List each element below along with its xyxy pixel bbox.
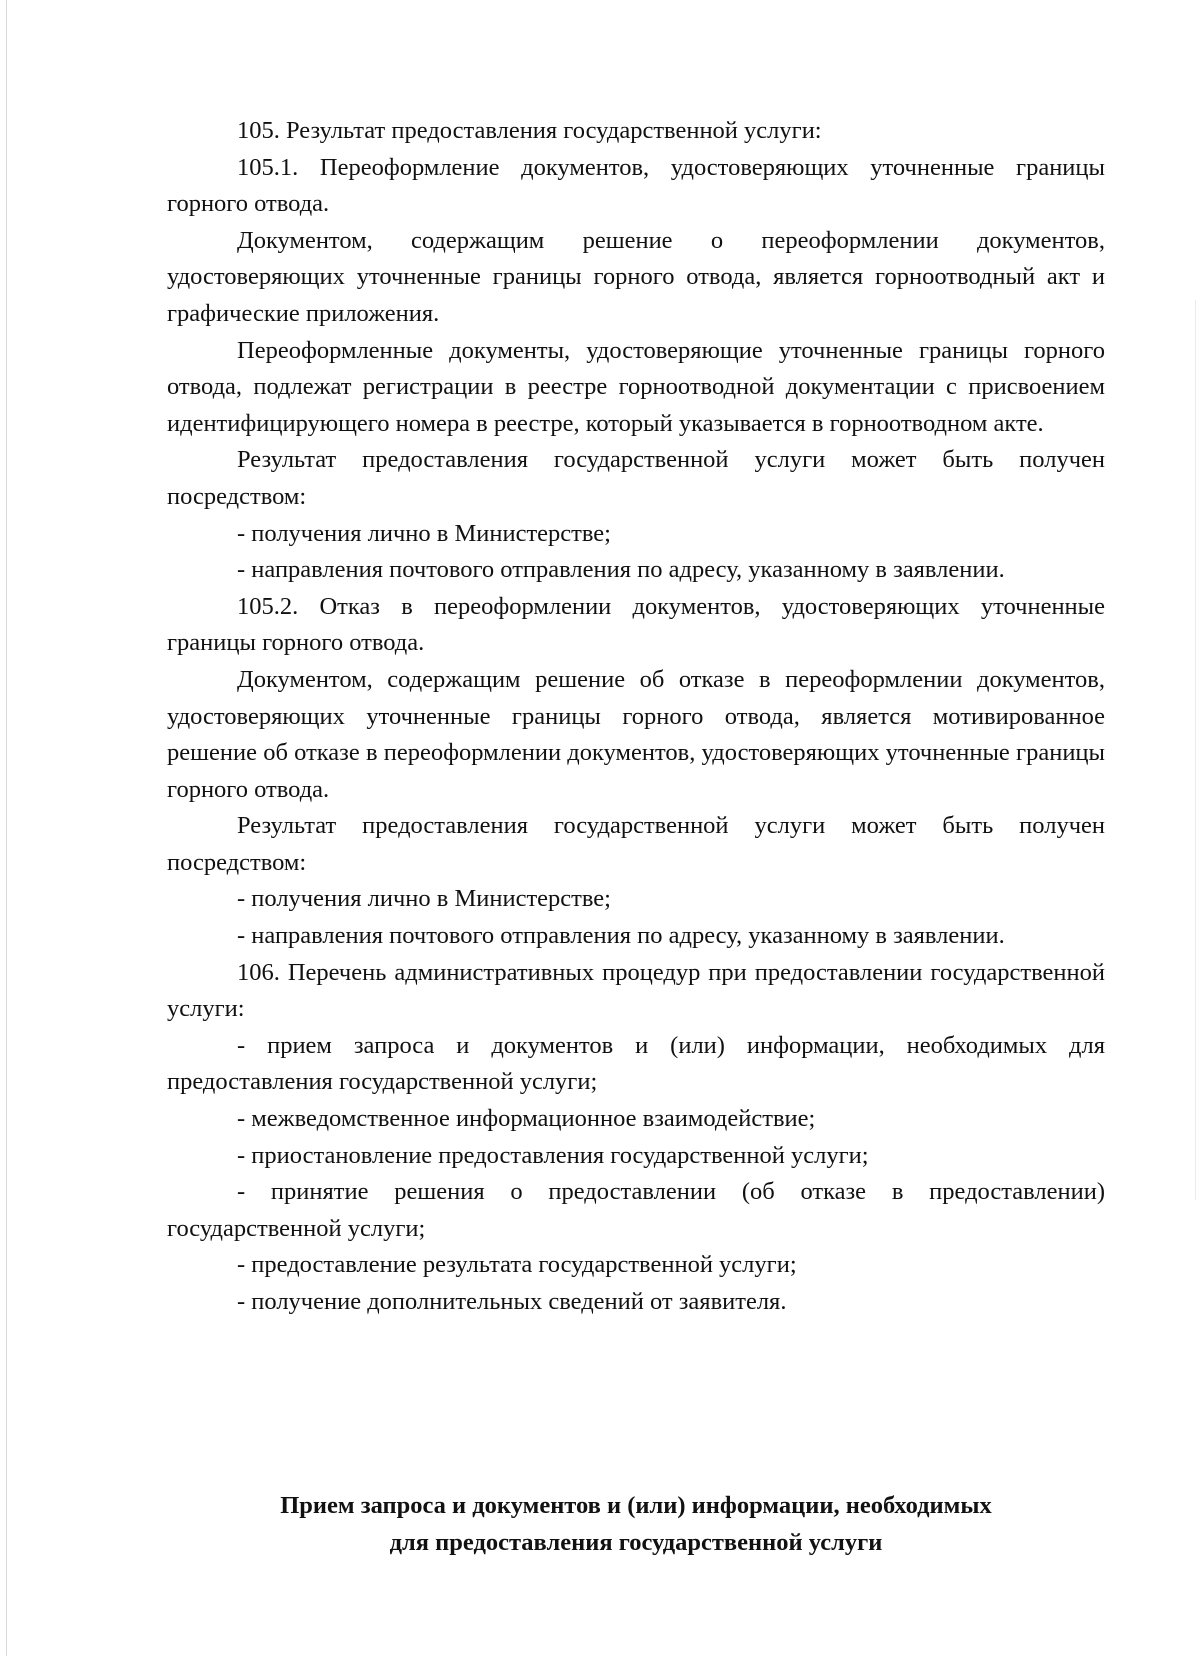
paragraph-105-2-result: Результат предоставления государственной услуги может быть получен посредством: bbox=[167, 812, 1105, 876]
list-item-in-person: - получения лично в Министерстве; bbox=[237, 519, 611, 547]
paragraph-105: 105. Результат предоставления государственной услуги: bbox=[237, 117, 822, 144]
list-item-in-person: - получения лично в Министерстве; bbox=[237, 885, 611, 913]
list-item-procedure: - приостановление предоставления государственной услуги; bbox=[237, 1141, 869, 1169]
document-body bbox=[167, 113, 1105, 1321]
list-item-procedure: - межведомственное информационное взаимодействие; bbox=[237, 1105, 816, 1133]
paragraph-105-1-result: Результат предоставления государственной услуги может быть получен посредством: bbox=[167, 446, 1105, 510]
paragraph-105-1-document: Документом, содержащим решение о переоформлении документов, удостоверяющих уточненные границы горного отвода, является горноотводный акт и графические приложения. bbox=[167, 226, 1105, 327]
section-heading-line-1: Прием запроса и документов и (или) информации, необходимых bbox=[280, 1492, 992, 1519]
paragraph-105-2-document: Документом, содержащим решение об отказе в переоформлении документов, удостоверяющих уточненные границы горного отвода, является мотивированное решение об отказе в переоформлении документов, удостоверяющих уточненные границы горного отвода. bbox=[167, 665, 1105, 803]
list-item-by-mail: - направления почтового отправления по адресу, указанному в заявлении. bbox=[237, 556, 1005, 584]
list-item-procedure: - получение дополнительных сведений от заявителя. bbox=[237, 1288, 787, 1315]
paragraph-105-1-registration: Переоформленные документы, удостоверяющие уточненные границы горного отвода, подлежат регистрации в реестре горноотводной документации с присвоением идентифицирующего номера в реестре, который указывается в горноотводном акте. bbox=[167, 336, 1105, 437]
list-item-procedure: - предоставление результата государственной услуги; bbox=[237, 1251, 797, 1279]
scan-edge-line bbox=[6, 0, 7, 1656]
scan-edge-line-right bbox=[1195, 300, 1196, 1200]
section-heading-line-2: для предоставления государственной услуги bbox=[389, 1528, 883, 1556]
paragraph-105-1: 105.1. Переоформление документов, удостоверяющих уточненные границы горного отвода. bbox=[167, 153, 1105, 218]
list-item-procedure: - принятие решения о предоставлении (об отказе в предоставлении) государственной услуги; bbox=[167, 1178, 1105, 1242]
section-heading bbox=[167, 1488, 1105, 1561]
list-item-procedure: - прием запроса и документов и (или) информации, необходимых для предоставления государственной услуги; bbox=[167, 1031, 1105, 1096]
paragraph-106: 106. Перечень административных процедур при предоставлении государственной услуги: bbox=[167, 958, 1105, 1023]
list-item-by-mail: - направления почтового отправления по адресу, указанному в заявлении. bbox=[237, 922, 1005, 950]
paragraph-105-2: 105.2. Отказ в переоформлении документов, удостоверяющих уточненные границы горного отвода. bbox=[167, 592, 1105, 657]
